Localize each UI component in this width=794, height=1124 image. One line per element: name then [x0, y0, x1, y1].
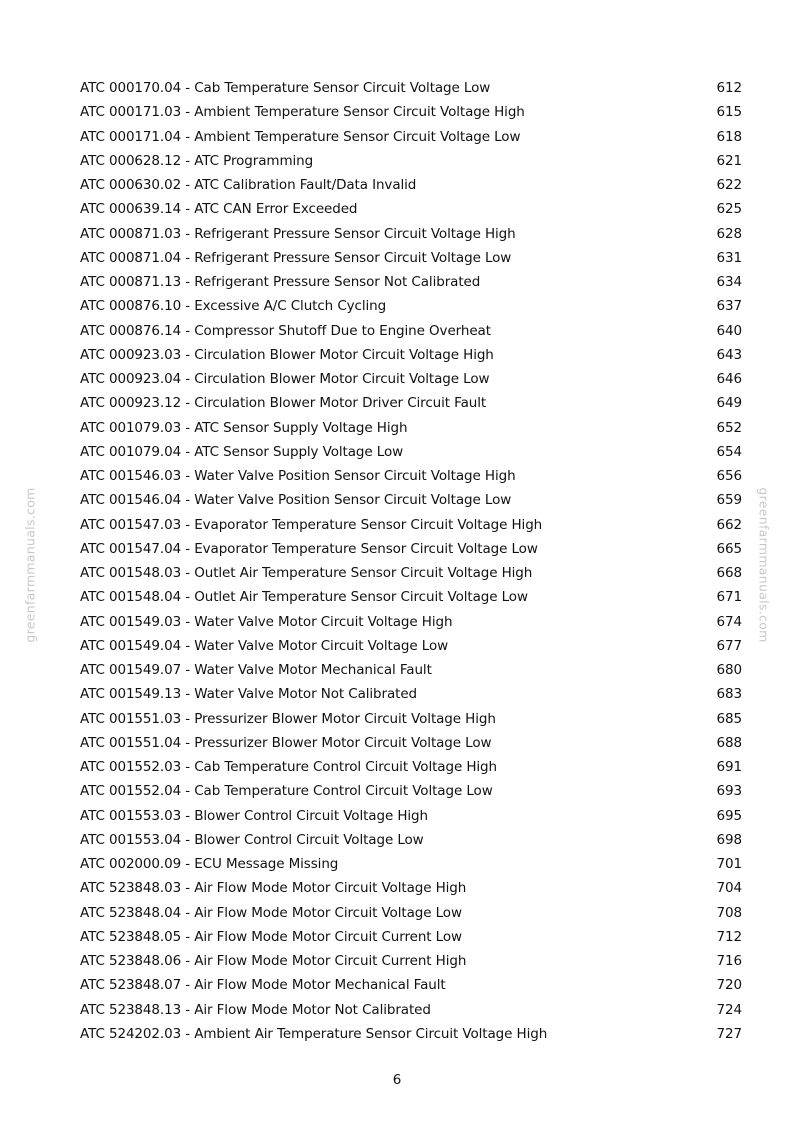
- toc-entry-page: 691: [716, 759, 742, 776]
- toc-entry[interactable]: [80, 464, 742, 488]
- toc-entry[interactable]: [80, 488, 742, 512]
- toc-entry-title: ATC 001553.03 - Blower Control Circuit Voltage High: [80, 807, 428, 824]
- toc-entry[interactable]: [80, 949, 742, 973]
- toc-entry-title: ATC 000171.04 - Ambient Temperature Sensor Circuit Voltage Low: [80, 128, 521, 145]
- toc-entry[interactable]: [80, 852, 742, 876]
- toc-entry-title: ATC 001551.04 - Pressurizer Blower Motor Circuit Voltage Low: [80, 734, 492, 751]
- toc-entry[interactable]: [80, 440, 742, 464]
- toc-entry-page: 668: [716, 565, 742, 582]
- toc-entry-page: 683: [716, 686, 742, 703]
- toc-entry-title: ATC 000171.03 - Ambient Temperature Sensor Circuit Voltage High: [80, 104, 525, 121]
- toc-entry-title: ATC 001546.04 - Water Valve Position Sensor Circuit Voltage Low: [80, 492, 512, 509]
- toc-entry-title: ATC 523848.05 - Air Flow Mode Motor Circuit Current Low: [80, 928, 462, 945]
- toc-entry-page: 654: [716, 443, 742, 460]
- toc-entry-page: 662: [716, 516, 742, 533]
- toc-entry[interactable]: [80, 658, 742, 682]
- toc-entry-page: 646: [716, 371, 742, 388]
- toc-entry[interactable]: [80, 270, 742, 294]
- toc-entry-title: ATC 001552.03 - Cab Temperature Control Circuit Voltage High: [80, 759, 497, 776]
- toc-entry-title: ATC 001553.04 - Blower Control Circuit Voltage Low: [80, 831, 424, 848]
- toc-entry[interactable]: [80, 391, 742, 415]
- toc-entry-title: ATC 000923.03 - Circulation Blower Motor Circuit Voltage High: [80, 346, 494, 363]
- toc-entry-page: 727: [716, 1025, 742, 1042]
- toc-entry-title: ATC 001079.03 - ATC Sensor Supply Voltage High: [80, 419, 408, 436]
- page-number: 6: [392, 1072, 402, 1088]
- toc-entry[interactable]: [80, 561, 742, 585]
- toc-entry-title: ATC 001549.07 - Water Valve Motor Mechanical Fault: [80, 662, 432, 679]
- toc-entry-page: 704: [716, 880, 742, 897]
- toc-entry-title: ATC 001549.04 - Water Valve Motor Circuit Voltage Low: [80, 637, 449, 654]
- toc-entry[interactable]: [80, 755, 742, 779]
- toc-entry-page: 656: [716, 468, 742, 485]
- toc-entry-page: 637: [716, 298, 742, 315]
- toc-entry-title: ATC 000923.04 - Circulation Blower Motor Circuit Voltage Low: [80, 371, 490, 388]
- toc-entry-page: 649: [716, 395, 742, 412]
- toc-entry-page: 693: [716, 783, 742, 800]
- toc-entry-title: ATC 001079.04 - ATC Sensor Supply Voltage Low: [80, 443, 404, 460]
- toc-entry[interactable]: [80, 125, 742, 149]
- toc-entry[interactable]: [80, 828, 742, 852]
- toc-entry[interactable]: [80, 173, 742, 197]
- toc-entry-title: ATC 523848.04 - Air Flow Mode Motor Circuit Voltage Low: [80, 904, 462, 921]
- toc-entry-page: 615: [716, 104, 742, 121]
- toc-entry[interactable]: [80, 76, 742, 100]
- toc-entry-page: 708: [716, 904, 742, 921]
- toc-entry-title: ATC 000871.04 - Refrigerant Pressure Sensor Circuit Voltage Low: [80, 249, 512, 266]
- toc-entry[interactable]: [80, 197, 742, 221]
- toc-entry-title: ATC 523848.07 - Air Flow Mode Motor Mechanical Fault: [80, 977, 446, 994]
- toc-entry[interactable]: [80, 973, 742, 997]
- toc-entry-title: ATC 000871.13 - Refrigerant Pressure Sensor Not Calibrated: [80, 274, 481, 291]
- toc-entry[interactable]: [80, 731, 742, 755]
- toc-entry-page: 716: [716, 953, 742, 970]
- toc-entry[interactable]: [80, 513, 742, 537]
- toc-entry-page: 712: [716, 928, 742, 945]
- toc-entry-title: ATC 523848.06 - Air Flow Mode Motor Circuit Current High: [80, 953, 467, 970]
- toc-entry[interactable]: [80, 779, 742, 803]
- toc-entry-title: ATC 000170.04 - Cab Temperature Sensor Circuit Voltage Low: [80, 80, 491, 97]
- toc-entry[interactable]: [80, 149, 742, 173]
- toc-entry-title: ATC 001552.04 - Cab Temperature Control Circuit Voltage Low: [80, 783, 493, 800]
- toc-entry-page: 622: [716, 177, 742, 194]
- watermark-right: greenfarmmanuals.com: [756, 487, 772, 643]
- toc-entry-title: ATC 000639.14 - ATC CAN Error Exceeded: [80, 201, 358, 218]
- toc-entry-title: ATC 000876.10 - Excessive A/C Clutch Cycling: [80, 298, 387, 315]
- toc-entry-page: 665: [716, 540, 742, 557]
- toc-entry[interactable]: [80, 294, 742, 318]
- toc-entry[interactable]: [80, 222, 742, 246]
- toc-entry-page: 659: [716, 492, 742, 509]
- toc-entry-title: ATC 000871.03 - Refrigerant Pressure Sensor Circuit Voltage High: [80, 225, 516, 242]
- toc-entry-page: 724: [716, 1001, 742, 1018]
- toc-entry-title: ATC 002000.09 - ECU Message Missing: [80, 856, 339, 873]
- toc-entry-title: ATC 523848.03 - Air Flow Mode Motor Circuit Voltage High: [80, 880, 467, 897]
- toc-entry[interactable]: [80, 246, 742, 270]
- toc-entry-title: ATC 523848.13 - Air Flow Mode Motor Not Calibrated: [80, 1001, 431, 1018]
- toc-entry[interactable]: [80, 585, 742, 609]
- toc-entry-page: 674: [716, 613, 742, 630]
- toc-entry[interactable]: [80, 634, 742, 658]
- toc-entry-page: 621: [716, 152, 742, 169]
- toc-entry-title: ATC 524202.03 - Ambient Air Temperature Sensor Circuit Voltage High: [80, 1025, 548, 1042]
- toc-entry[interactable]: [80, 998, 742, 1022]
- toc-entry-page: 698: [716, 831, 742, 848]
- toc-entry[interactable]: [80, 804, 742, 828]
- toc-entry-title: ATC 000876.14 - Compressor Shutoff Due to Engine Overheat: [80, 322, 491, 339]
- toc-entry-title: ATC 001549.03 - Water Valve Motor Circuit Voltage High: [80, 613, 453, 630]
- toc-entry-page: 640: [716, 322, 742, 339]
- toc-entry-page: 634: [716, 274, 742, 291]
- toc-entry[interactable]: [80, 707, 742, 731]
- toc-entry[interactable]: [80, 925, 742, 949]
- toc-entry-page: 618: [716, 128, 742, 145]
- toc-entry[interactable]: [80, 319, 742, 343]
- toc-entry[interactable]: [80, 537, 742, 561]
- toc-entry-page: 631: [716, 249, 742, 266]
- toc-entry-page: 688: [716, 734, 742, 751]
- toc-entry-page: 720: [716, 977, 742, 994]
- toc-entry-page: 652: [716, 419, 742, 436]
- toc-entry[interactable]: [80, 416, 742, 440]
- toc-entry-page: 612: [716, 80, 742, 97]
- toc-entry-page: 680: [716, 662, 742, 679]
- toc-entry[interactable]: [80, 610, 742, 634]
- toc-entry-page: 701: [716, 856, 742, 873]
- toc-entry-page: 643: [716, 346, 742, 363]
- toc-entry-title: ATC 000630.02 - ATC Calibration Fault/Data Invalid: [80, 177, 417, 194]
- toc-entry[interactable]: [80, 343, 742, 367]
- toc-entry-page: 628: [716, 225, 742, 242]
- toc-entry-title: ATC 001549.13 - Water Valve Motor Not Calibrated: [80, 686, 418, 703]
- toc-entry-title: ATC 001548.04 - Outlet Air Temperature Sensor Circuit Voltage Low: [80, 589, 528, 606]
- toc-entry[interactable]: [80, 901, 742, 925]
- watermark-left: greenfarmmanuals.com: [22, 487, 38, 643]
- toc-entry-title: ATC 001551.03 - Pressurizer Blower Motor Circuit Voltage High: [80, 710, 496, 727]
- toc-entry-page: 671: [716, 589, 742, 606]
- toc-entry-title: ATC 001548.03 - Outlet Air Temperature Sensor Circuit Voltage High: [80, 565, 533, 582]
- toc-entry-page: 695: [716, 807, 742, 824]
- toc-entry[interactable]: [80, 100, 742, 124]
- toc-entry-title: ATC 000923.12 - Circulation Blower Motor Driver Circuit Fault: [80, 395, 487, 412]
- toc-entry-title: ATC 001546.03 - Water Valve Position Sensor Circuit Voltage High: [80, 468, 516, 485]
- toc-entry-title: ATC 001547.04 - Evaporator Temperature Sensor Circuit Voltage Low: [80, 540, 538, 557]
- table-of-contents: [80, 76, 742, 1046]
- toc-entry[interactable]: [80, 876, 742, 900]
- toc-entry-page: 677: [716, 637, 742, 654]
- toc-entry[interactable]: [80, 1022, 742, 1046]
- toc-entry[interactable]: [80, 682, 742, 706]
- toc-entry-title: ATC 001547.03 - Evaporator Temperature Sensor Circuit Voltage High: [80, 516, 543, 533]
- toc-entry[interactable]: [80, 367, 742, 391]
- toc-entry-page: 685: [716, 710, 742, 727]
- toc-entry-title: ATC 000628.12 - ATC Programming: [80, 152, 314, 169]
- toc-entry-page: 625: [716, 201, 742, 218]
